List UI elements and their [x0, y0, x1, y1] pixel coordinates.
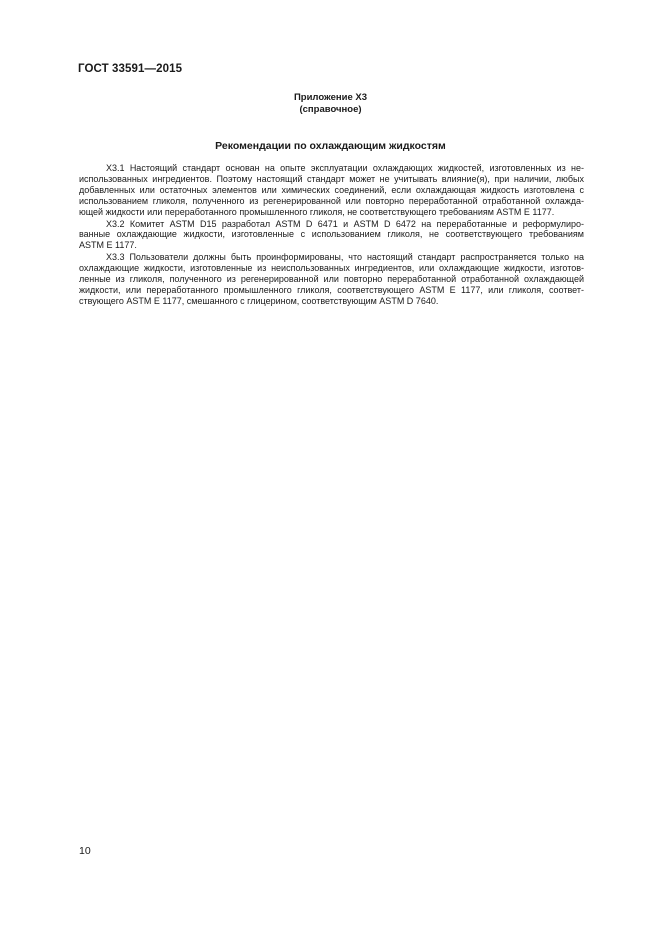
text-line: Х3.3 Пользователи должны быть проинформированы, что настоящий стандарт распространяется только на: [106, 252, 584, 263]
page-number: 10: [79, 845, 91, 857]
paragraph-x3-1: [79, 163, 584, 218]
text-line: ленные из гликоля, полученного из регенерированной или повторно переработанной отработанной охлаждающей: [79, 274, 584, 285]
text-line: жидкости, или переработанного промышленного гликоля, соответствующего ASTM E 1177, или гликоля, соответ-: [79, 284, 584, 295]
text-line: добавленных или остаточных элементов или химических соединений, если охлаждающая жидкость изготовлена с: [79, 184, 584, 195]
text-line: использованных ингредиентов. Поэтому настоящий стандарт может не учитывать влияние(я), при наличии, любых: [79, 173, 584, 184]
annex-type: (справочное): [299, 104, 362, 115]
text-line: использованием гликоля, полученного из регенерированной или повторно переработанной отработанной охлажда-: [79, 195, 584, 206]
section-heading: Рекомендации по охлаждающим жидкостям: [215, 140, 446, 152]
text-line: ванные охлаждающие жидкости, изготовленные с использованием гликоля, не соответствующего требованиям: [79, 229, 584, 240]
text-line: Х3.2 Комитет ASTM D15 разработал ASTM D 6471 и ASTM D 6472 на переработанные и реформулиро-: [106, 218, 584, 229]
text-line: ствующего ASTM E 1177, смешанного с глицерином, соответствующим ASTM D 7640.: [79, 295, 439, 306]
annex-title: Приложение Х3: [293, 92, 368, 103]
body-text: [79, 163, 584, 308]
paragraph-x3-2: [79, 219, 584, 252]
document-code: ГОСТ 33591—2015: [78, 63, 183, 75]
text-line: охлаждающие жидкости, изготовленные из неиспользованных ингредиентов, или охлаждающие жидкости, изготов-: [79, 263, 584, 274]
text-line: ASTM E 1177.: [79, 240, 137, 251]
text-line: ющей жидкости или переработанного промышленного гликоля, не соответствующего требованиям ASTM E 1177.: [79, 206, 555, 217]
text-line: Х3.1 Настоящий стандарт основан на опыте эксплуатации охлаждающих жидкостей, изготовленных из не-: [106, 163, 584, 173]
paragraph-x3-3: [79, 252, 584, 307]
